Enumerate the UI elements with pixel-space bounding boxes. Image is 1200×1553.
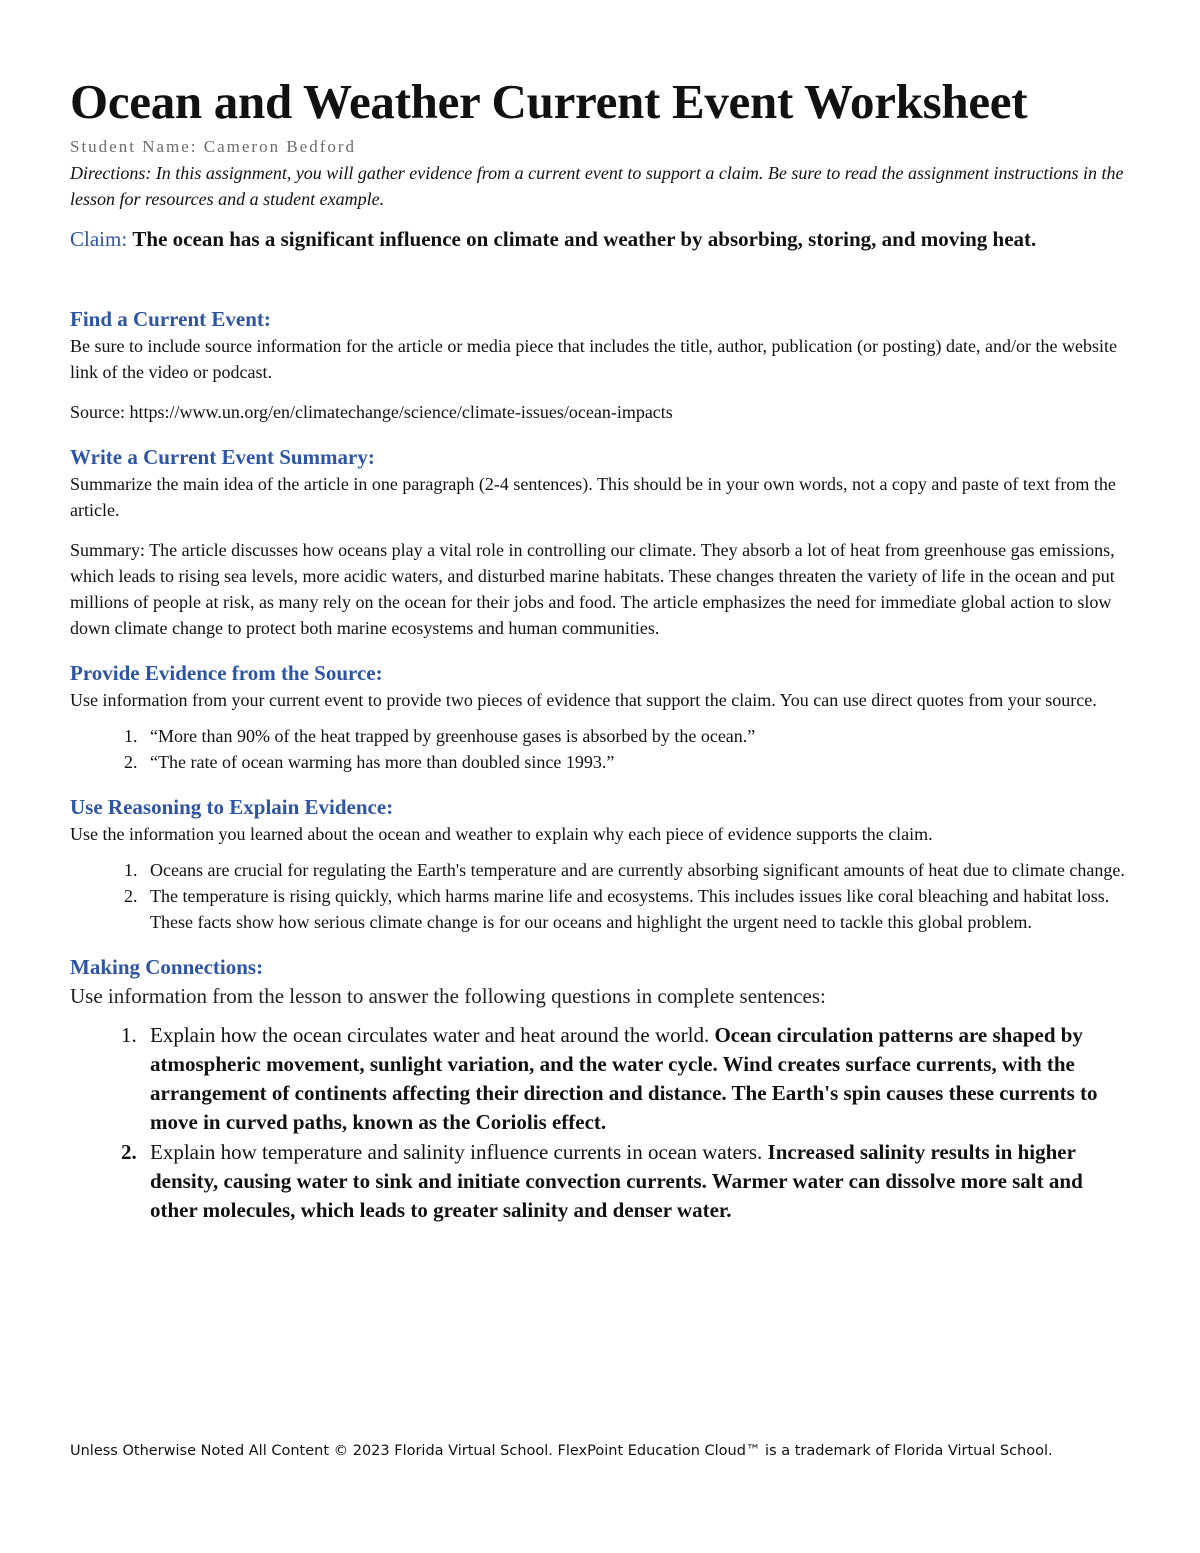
evidence-heading: Provide Evidence from the Source:: [70, 661, 383, 685]
evidence-list: [70, 723, 1135, 775]
student-name: Student Name: Cameron Bedford: [70, 137, 357, 156]
reasoning-list: [70, 857, 1135, 935]
reasoning-section: [70, 793, 1135, 935]
reasoning-item: 1. Oceans are crucial for regulating the Earth's temperature and are currently absorbing significant amounts of heat due to climate change.: [142, 857, 1135, 883]
connections-heading: Making Connections:: [70, 955, 264, 979]
source-text: Source: https://www.un.org/en/climatechange/science/climate-issues/ocean-impacts: [70, 402, 673, 422]
page-title: Ocean and Weather Current Event Worksheet: [70, 74, 1028, 129]
connections-instructions: Use information from the lesson to answer the following questions in complete sentences:: [70, 984, 826, 1008]
question-text: Explain how the ocean circulates water and heat around the world.: [150, 1023, 710, 1047]
directions-text: Directions: In this assignment, you will gather evidence from a current event to support a claim. Be sure to read the assignment instructions in the lesson for resources and a student example.: [70, 163, 1124, 209]
claim: [70, 224, 1135, 255]
claim-text: The ocean has a significant influence on climate and weather by absorbing, storing, and moving heat.: [132, 227, 1037, 251]
answer-text: Increased salinity results in higher density, causing water to sink and initiate convection currents. Warmer water can dissolve more salt and other molecules, which leads to greater salinity and denser water.: [150, 1140, 1083, 1222]
reasoning-instructions: Use the information you learned about the ocean and weather to explain why each piece of evidence supports the claim.: [70, 824, 933, 844]
summary-instructions: Summarize the main idea of the article in one paragraph (2-4 sentences). This should be in your own words, not a copy and paste of text from the article.: [70, 474, 1116, 520]
evidence-instructions: Use information from your current event to provide two pieces of evidence that support the claim. You can use direct quotes from your source.: [70, 690, 1097, 710]
copyright-footer: Unless Otherwise Noted All Content © 2023 Florida Virtual School. FlexPoint Education Cloud™ is a trademark of Florida Virtual School.: [70, 1443, 1053, 1459]
connections-item: [142, 1138, 1135, 1225]
find-event-section: [70, 305, 1135, 425]
summary-section: [70, 443, 1135, 641]
find-event-heading: Find a Current Event:: [70, 307, 271, 331]
reasoning-item: 2. The temperature is rising quickly, which harms marine life and ecosystems. This includes issues like coral bleaching and habitat loss. These facts show how serious climate change is for our oceans and highlight the urgent need to tackle this global problem.: [142, 883, 1135, 935]
connections-list: [70, 1021, 1135, 1225]
connections-item: [142, 1021, 1135, 1137]
connections-section: [70, 953, 1135, 1225]
reasoning-heading: Use Reasoning to Explain Evidence:: [70, 795, 394, 819]
claim-label: Claim:: [70, 227, 128, 251]
evidence-section: [70, 659, 1135, 775]
evidence-item: 1. “More than 90% of the heat trapped by greenhouse gases is absorbed by the ocean.”: [142, 723, 1135, 749]
answer-text: Ocean circulation patterns are shaped by atmospheric movement, sunlight variation, and the water cycle. Wind creates surface currents, with the arrangement of continents affecting their direction and distance. The Earth's spin causes these currents to move in curved paths, known as the Coriolis effect.: [150, 1023, 1098, 1134]
evidence-item: 2. “The rate of ocean warming has more than doubled since 1993.”: [142, 749, 1135, 775]
find-event-instructions: Be sure to include source information for the article or media piece that includes the title, author, publication (or posting) date, and/or the website link of the video or podcast.: [70, 336, 1117, 382]
summary-text: Summary: The article discusses how oceans play a vital role in controlling our climate. They absorb a lot of heat from greenhouse gas emissions, which leads to rising sea levels, more acidic waters, and disturbed marine habitats. These changes threaten the variety of life in the ocean and put millions of people at risk, as many rely on the ocean for their jobs and food. The article emphasizes the need for immediate global action to slow down climate change to protect both marine ecosystems and human communities.: [70, 540, 1115, 638]
question-text: Explain how temperature and salinity influence currents in ocean waters.: [150, 1140, 763, 1164]
worksheet-page: [70, 72, 1135, 1226]
summary-heading: Write a Current Event Summary:: [70, 445, 375, 469]
